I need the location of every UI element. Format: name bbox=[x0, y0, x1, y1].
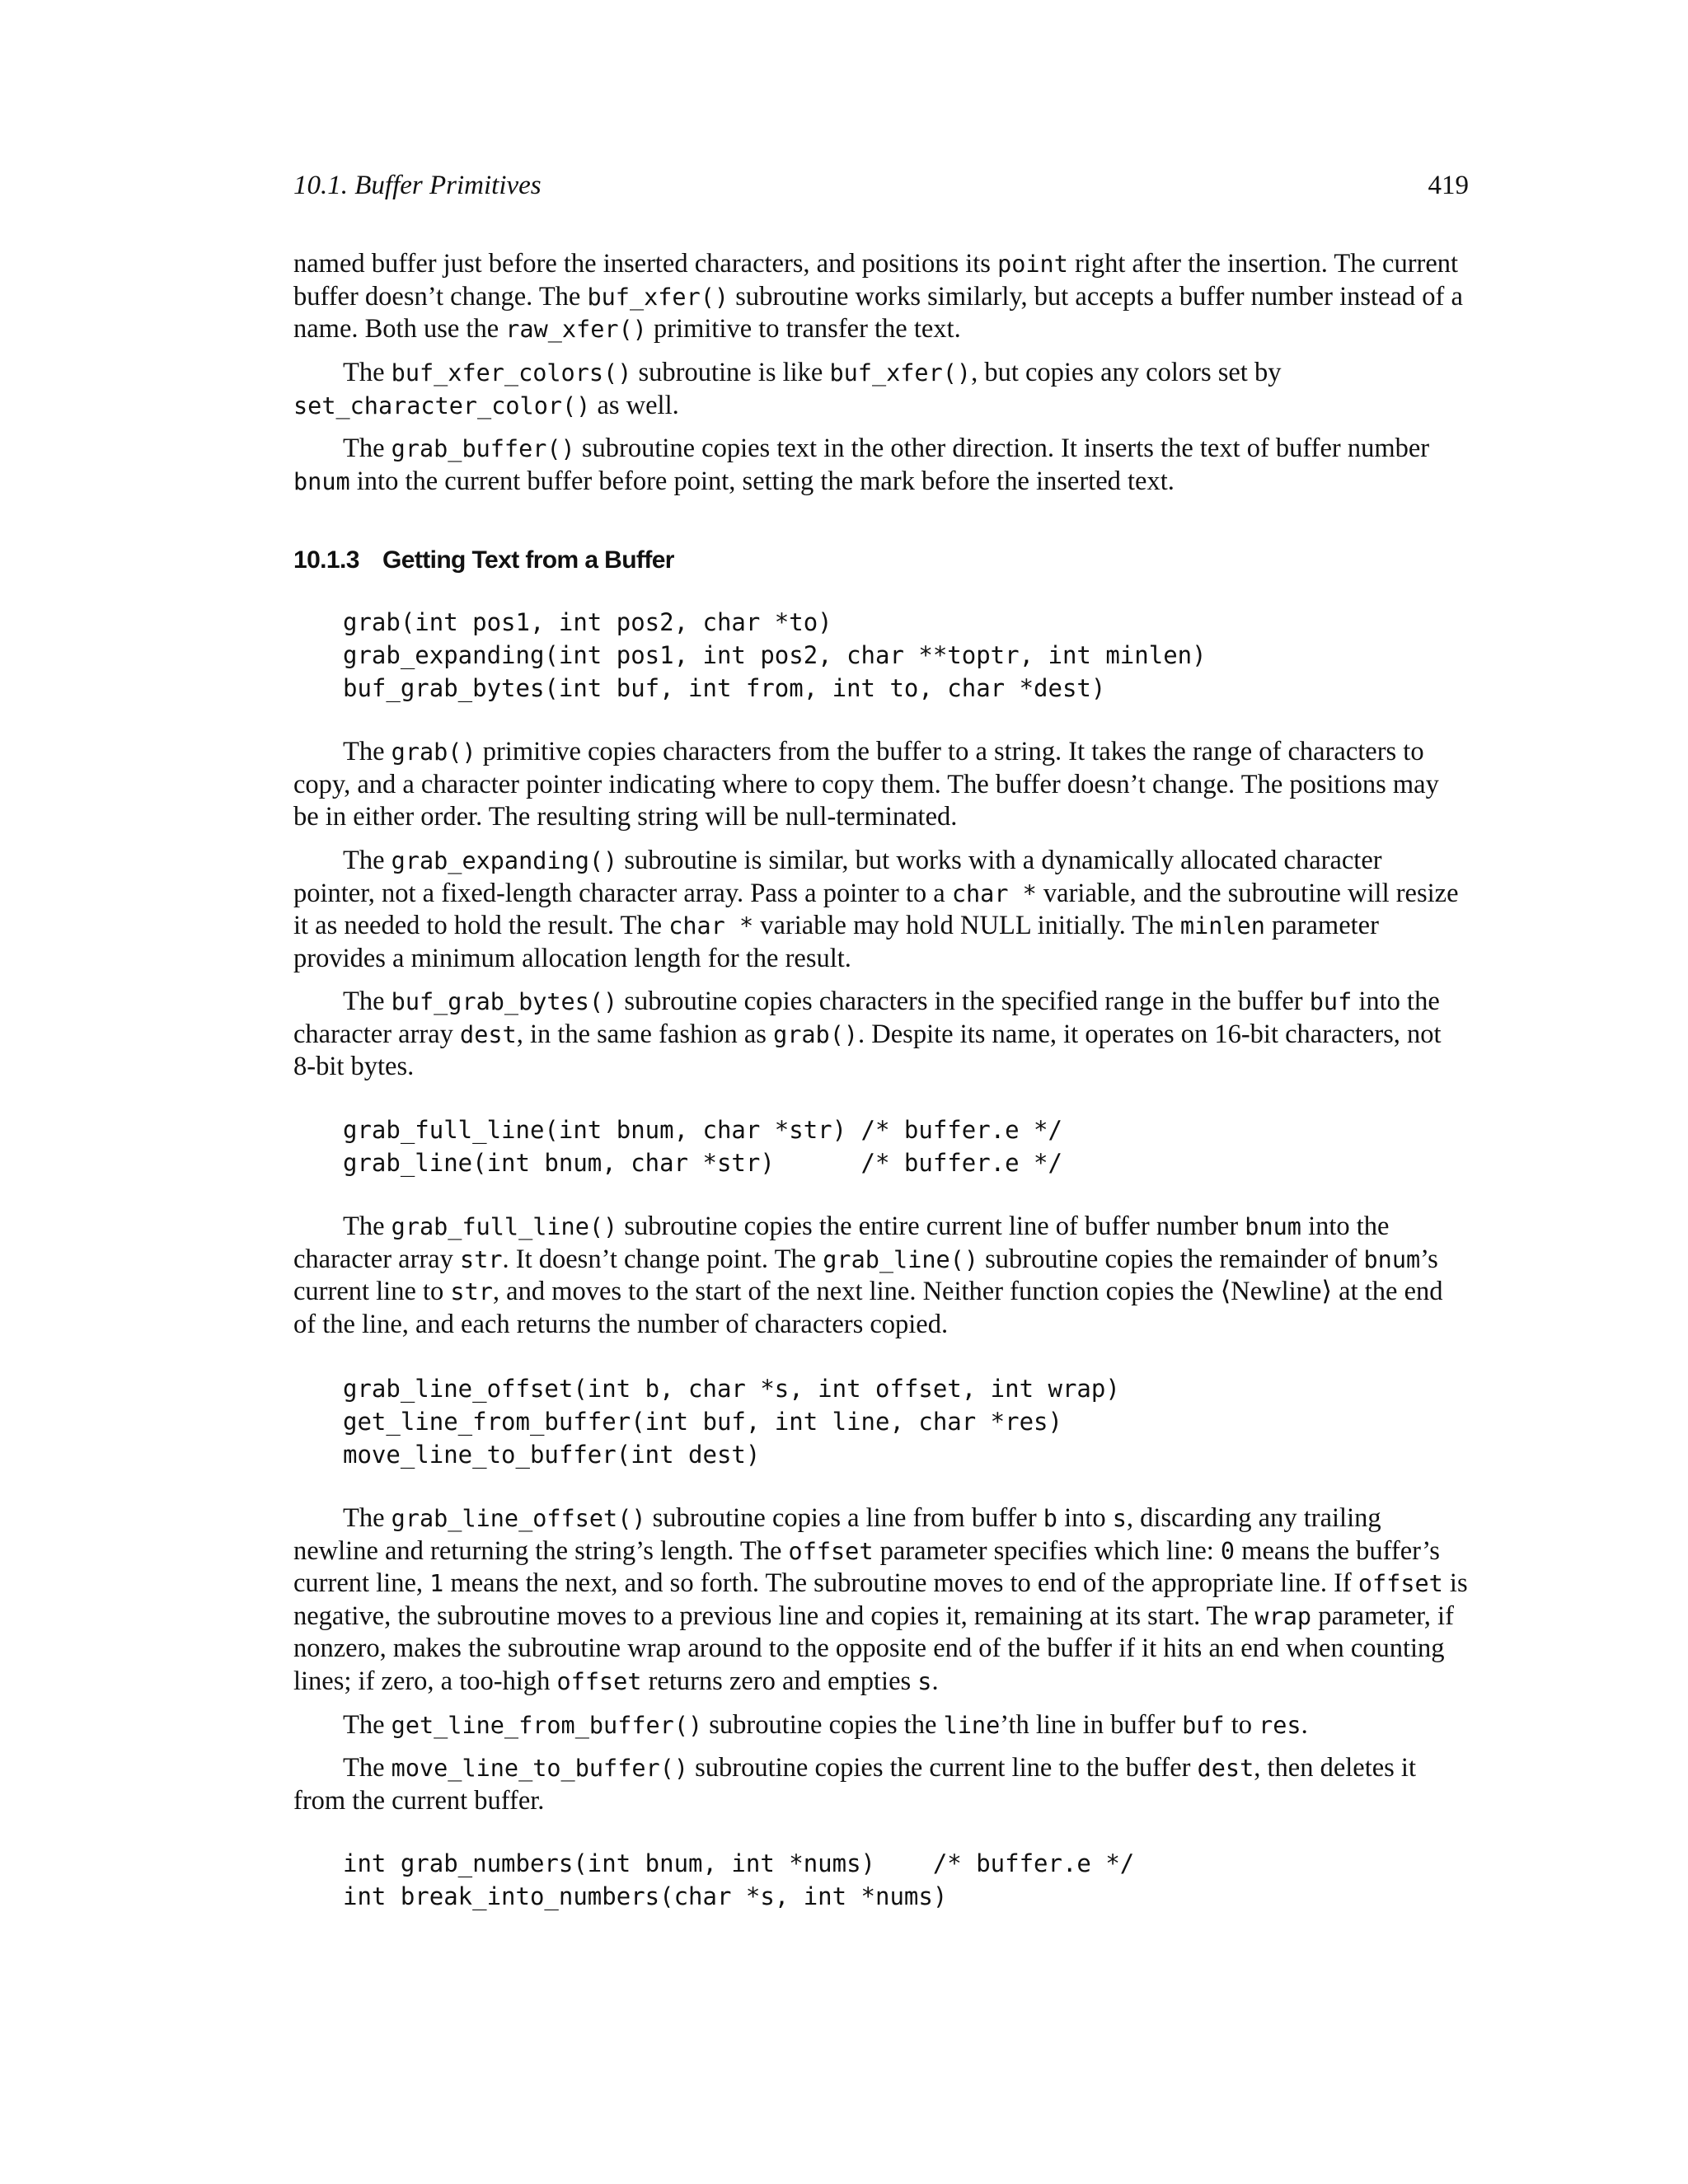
inline-code: grab() bbox=[773, 1020, 859, 1048]
text: The bbox=[343, 1212, 392, 1241]
text: parameter specifies which line: bbox=[873, 1535, 1221, 1566]
text: subroutine copies the bbox=[702, 1710, 944, 1740]
inline-code: str bbox=[450, 1278, 493, 1305]
text: variable, and the subroutine will resize it as needed to hold the result. The bbox=[293, 878, 1459, 940]
paragraph-7 bbox=[293, 1211, 1469, 1341]
inline-code: grab_full_line() bbox=[391, 1213, 618, 1240]
paragraph-10 bbox=[293, 1752, 1469, 1817]
paragraph-6-container bbox=[293, 986, 1469, 1084]
text: named buffer just before the inserted characters, and positions its bbox=[293, 249, 998, 279]
text: subroutine is like bbox=[631, 358, 830, 387]
text: , discarding any trailing newline and returning the string’s length. The bbox=[293, 1503, 1381, 1566]
text: . It doesn’t change point. The bbox=[502, 1244, 823, 1274]
paragraph-4-container bbox=[293, 736, 1469, 834]
code-line: grab_full_line(int bnum, char *str) /* buffer.e */ bbox=[343, 1116, 1062, 1144]
code-block-3 bbox=[293, 1372, 1469, 1471]
code-line: move_line_to_buffer(int dest) bbox=[343, 1441, 761, 1469]
inline-code: get_line_from_buffer() bbox=[391, 1712, 703, 1739]
code-line: grab_expanding(int pos1, int pos2, char **toptr, int minlen) bbox=[343, 641, 1207, 669]
paragraph-10-container bbox=[293, 1752, 1469, 1817]
paragraph-8-container bbox=[293, 1502, 1469, 1698]
inline-code: 1 bbox=[429, 1570, 444, 1597]
text: right after the insertion. The current buffer doesn’t change. The bbox=[293, 249, 1459, 312]
code-line: grab_line(int bnum, char *str) /* buffer.e */ bbox=[343, 1149, 1062, 1177]
text: is negative, the subroutine moves to a previous line and copies it, remaining at its start. The bbox=[293, 1568, 1468, 1631]
text: ’th line in buffer bbox=[1000, 1710, 1183, 1740]
code-line: get_line_from_buffer(int buf, int line, char *res) bbox=[343, 1408, 1062, 1436]
text: parameter provides a minimum allocation length for the result. bbox=[293, 911, 1379, 973]
inline-code: offset bbox=[788, 1537, 874, 1565]
code-line: grab_line_offset(int b, char *s, int offset, int wrap) bbox=[343, 1375, 1120, 1403]
text: The bbox=[343, 1710, 392, 1740]
text: subroutine copies the remainder of bbox=[978, 1244, 1364, 1274]
paragraph-2-container bbox=[293, 357, 1469, 422]
inline-code: wrap bbox=[1254, 1602, 1312, 1630]
text: subroutine copies text in the other direction. It inserts the text of buffer number bbox=[574, 434, 1430, 463]
inline-code: buf_xfer() bbox=[587, 283, 729, 311]
inline-code: bnum bbox=[293, 467, 350, 495]
text: , and moves to the start of the next line. Neither function copies the ⟨Newline⟩ at the end of the line, and each returns the number of characters copied. bbox=[293, 1277, 1443, 1339]
text: variable may hold NULL initially. The bbox=[753, 911, 1180, 940]
inline-code: grab_expanding() bbox=[391, 847, 618, 874]
text: , but copies any colors set by bbox=[971, 358, 1282, 387]
text: subroutine works similarly, but accepts a buffer number instead of a name. Both use the bbox=[293, 281, 1463, 344]
inline-code: move_line_to_buffer() bbox=[391, 1755, 688, 1782]
text: The bbox=[343, 1503, 392, 1533]
text: The bbox=[343, 846, 392, 875]
inline-code: res bbox=[1259, 1712, 1301, 1739]
text: The bbox=[343, 1753, 392, 1783]
text: The bbox=[343, 434, 392, 463]
section-heading-container bbox=[293, 544, 1469, 577]
paragraph-6 bbox=[293, 986, 1469, 1084]
paragraph-4 bbox=[293, 736, 1469, 834]
text: , in the same fashion as bbox=[516, 1019, 774, 1049]
text: into the character array bbox=[293, 987, 1440, 1049]
paragraph-5-container bbox=[293, 845, 1469, 975]
running-header bbox=[293, 169, 1469, 202]
section-number: 10.1.3 bbox=[293, 546, 359, 574]
inline-code: buf bbox=[1309, 988, 1353, 1015]
paragraph-2 bbox=[293, 357, 1469, 422]
paragraph-5 bbox=[293, 845, 1469, 975]
text: ’s current line to bbox=[293, 1244, 1438, 1306]
text: The bbox=[343, 737, 392, 766]
inline-code: buf_xfer() bbox=[829, 359, 972, 387]
section-title: Getting Text from a Buffer bbox=[382, 546, 674, 574]
inline-code: bnum bbox=[1363, 1245, 1421, 1273]
paragraph-9 bbox=[293, 1709, 1469, 1742]
text: into the character array bbox=[293, 1212, 1390, 1274]
paragraph-9-container bbox=[293, 1709, 1469, 1742]
inline-code: str bbox=[460, 1245, 503, 1273]
paragraph-1-container bbox=[293, 248, 1469, 346]
inline-code: s bbox=[917, 1667, 932, 1695]
inline-code: grab_line_offset() bbox=[391, 1505, 646, 1532]
text: . bbox=[931, 1666, 939, 1696]
text: into bbox=[1057, 1503, 1113, 1533]
inline-code: grab_buffer() bbox=[391, 435, 575, 462]
inline-code: char * bbox=[951, 879, 1037, 907]
code-line: int grab_numbers(int bnum, int *nums) /* buffer.e */ bbox=[343, 1849, 1135, 1877]
text: returns zero and empties bbox=[641, 1666, 918, 1696]
inline-code: line bbox=[943, 1712, 1001, 1739]
inline-code: buf_grab_bytes() bbox=[391, 988, 618, 1015]
inline-code: minlen bbox=[1179, 912, 1265, 940]
text: , then deletes it from the current buffer. bbox=[293, 1753, 1416, 1816]
text: The bbox=[343, 358, 392, 387]
text: as well. bbox=[590, 390, 679, 420]
section-heading bbox=[293, 544, 1469, 577]
text: The bbox=[343, 987, 392, 1016]
inline-code: dest bbox=[460, 1020, 517, 1048]
inline-code: bnum bbox=[1245, 1213, 1301, 1240]
text: into the current buffer before point, setting the mark before the inserted text. bbox=[349, 466, 1175, 496]
inline-code: grab_line() bbox=[823, 1245, 978, 1273]
text: subroutine copies the current line to the buffer bbox=[687, 1753, 1198, 1783]
inline-code: grab() bbox=[391, 738, 476, 766]
inline-code: b bbox=[1043, 1505, 1057, 1532]
text: . Despite its name, it operates on 16-bit characters, not 8-bit bytes. bbox=[293, 1019, 1442, 1081]
inline-code: s bbox=[1112, 1505, 1127, 1532]
page-number: 419 bbox=[1428, 171, 1469, 200]
code-block-2 bbox=[293, 1113, 1469, 1179]
inline-code: buf bbox=[1182, 1712, 1225, 1739]
text: primitive copies characters from the buffer to a string. It takes the range of characters to copy, and a character pointer indicating where to copy them. The buffer doesn’t change. The positions may be in either order. The resulting string will be null-terminated. bbox=[293, 737, 1439, 832]
paragraph-3-container bbox=[293, 433, 1469, 498]
text: parameter, if nonzero, makes the subroutine wrap around to the opposite end of the buffer if it hits an end when counting lines; if zero, a too-high bbox=[293, 1601, 1454, 1696]
paragraph-1 bbox=[293, 248, 1469, 346]
inline-code: set_character_color() bbox=[293, 391, 591, 419]
text: subroutine copies the entire current line of buffer number bbox=[617, 1212, 1245, 1241]
paragraph-3 bbox=[293, 433, 1469, 498]
code-block-1 bbox=[293, 606, 1469, 705]
text: . bbox=[1301, 1710, 1308, 1740]
inline-code: buf_xfer_colors() bbox=[391, 359, 632, 387]
code-line: int break_into_numbers(char *s, int *nums) bbox=[343, 1882, 948, 1910]
inline-code: offset bbox=[556, 1667, 642, 1695]
inline-code: point bbox=[997, 251, 1068, 278]
text: to bbox=[1224, 1710, 1259, 1740]
text: primitive to transfer the text. bbox=[646, 314, 961, 344]
inline-code: char * bbox=[668, 912, 754, 940]
code-block-4 bbox=[293, 1847, 1469, 1913]
inline-code: 0 bbox=[1220, 1537, 1236, 1565]
text: subroutine copies characters in the specified range in the buffer bbox=[617, 987, 1310, 1016]
inline-code: dest bbox=[1197, 1755, 1254, 1782]
text: means the next, and so forth. The subroutine moves to end of the appropriate line. If bbox=[443, 1568, 1358, 1598]
code-line: buf_grab_bytes(int buf, int from, int to, char *dest) bbox=[343, 674, 1106, 702]
text: subroutine copies a line from buffer bbox=[645, 1503, 1043, 1533]
paragraph-8 bbox=[293, 1502, 1469, 1698]
paragraph-7-container bbox=[293, 1211, 1469, 1341]
inline-code: raw_xfer() bbox=[505, 316, 647, 343]
header-section-title: 10.1. Buffer Primitives bbox=[293, 171, 542, 200]
text: means the buffer’s current line, bbox=[293, 1535, 1440, 1598]
inline-code: offset bbox=[1357, 1570, 1443, 1597]
code-line: grab(int pos1, int pos2, char *to) bbox=[343, 608, 832, 636]
text: subroutine is similar, but works with a dynamically allocated character pointer, not a fixed-length character array. Pass a pointer to a bbox=[293, 846, 1382, 908]
